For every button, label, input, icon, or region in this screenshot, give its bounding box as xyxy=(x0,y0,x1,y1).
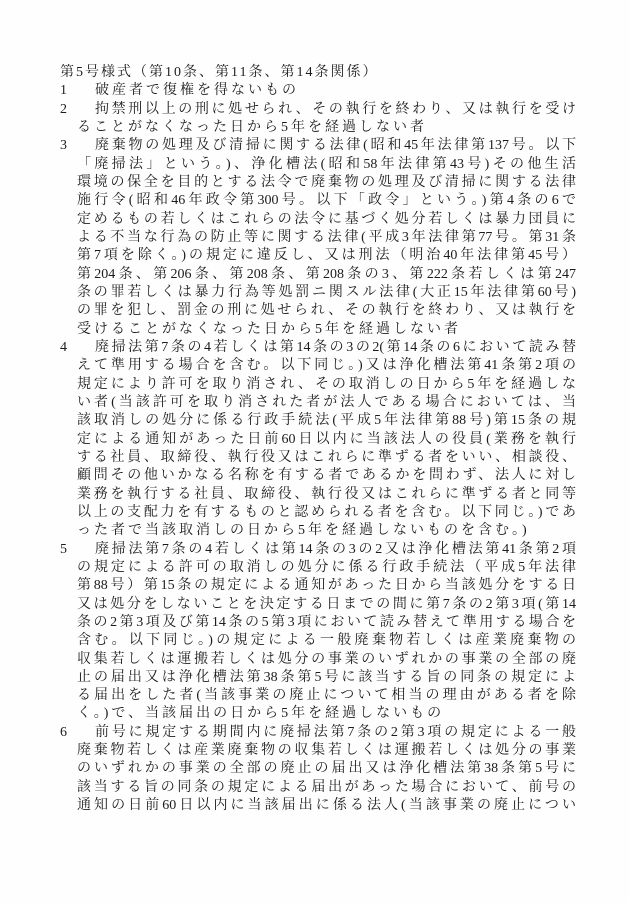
document-line: のいずれかの事業の全部の廃止の届出又は浄化槽法第38条第5号に xyxy=(77,761,576,777)
document-line xyxy=(60,82,576,100)
document-line: く。)で、当該届出の日から5年を経過しないもの xyxy=(77,706,445,722)
document-line: 収集若しくは運搬若しくは処分の事業のいずれかの事業の全部の廃 xyxy=(77,651,576,667)
document-line: 止の届出又は浄化槽法第38条第5号に該当する旨の同条の規定によ xyxy=(77,669,576,685)
document-line: 以上の支配力を有するものと認められる者を含む。以下同じ。)であ xyxy=(77,504,576,520)
document-line: 含む。以下同じ。)の規定による一般廃棄物若しくは産業廃棄物の xyxy=(77,633,576,649)
line-text: 拘禁刑以上の刑に処せられ、その執行を終わり、又は執行を受け xyxy=(95,101,576,117)
document-line xyxy=(60,724,576,742)
item-number: 6 xyxy=(60,724,67,740)
document-line: 受けることがなくなった日から5年を経過しない者 xyxy=(77,321,461,337)
document-line: 該取消しの処分に係る行政手続法(平成5年法律第88号)第15条の規 xyxy=(77,413,576,429)
line-text: 破産者で復権を得ないもの xyxy=(95,83,299,99)
document-line: 第204条、第206条、第208条、第208条の3、第222条若しくは第247 xyxy=(77,266,576,282)
document-title: 第5号様式（第10条、第11条、第14条関係） xyxy=(60,65,379,80)
document-line: 該当する旨の同条の規定による届出があった場合において、前号の xyxy=(77,779,576,795)
item-number: 3 xyxy=(60,138,67,154)
document-line: 定による通知があった日前60日以内に当該法人の役員(業務を執行 xyxy=(77,431,576,447)
document-line: えて準用する場合を含む。以下同じ。)又は浄化槽法第41条第2項の xyxy=(77,358,576,374)
document-line: の規定による許可の取消しの処分に係る行政手続法（平成5年法律 xyxy=(77,559,576,575)
document-line: 規定により許可を取り消され、その取消しの日から5年を経過しな xyxy=(77,376,576,392)
document-line xyxy=(60,541,576,559)
document-line: 第7項を除く。)の規定に違反し、又は刑法（明治40年法律第45号） xyxy=(77,248,576,264)
document-line: る届出をした者(当該事業の廃止について相当の理由がある者を除 xyxy=(77,688,576,704)
document-line: 定めるもの若しくはこれらの法令に基づく処分若しくは暴力団員に xyxy=(77,211,576,227)
document-line: 第88号）第15条の規定による通知があった日から当該処分をする日 xyxy=(77,578,576,594)
line-text: 廃棄物の処理及び清掃に関する法律(昭和45年法律第137号。以下 xyxy=(95,138,576,154)
document-line: の罪を犯し、罰金の刑に処せられ、その執行を終わり、又は執行を xyxy=(77,303,576,319)
document-line xyxy=(60,339,576,357)
document-line: 環境の保全を目的とする法令で廃棄物の処理及び清掃に関する法律 xyxy=(77,174,576,190)
line-text: 前号に規定する期間内に廃掃法第7条の2第3項の規定による一般 xyxy=(95,724,576,740)
document-line: 顧問その他いかなる名称を有する者であるかを問わず、法人に対し xyxy=(77,468,576,484)
document-line: よる不当な行為の防止等に関する法律(平成3年法律第77号。第31条 xyxy=(77,229,576,245)
document-line: ることがなくなった日から5年を経過しない者 xyxy=(77,119,427,135)
document-line: 条の罪若しくは暴力行為等処罰ニ関スル法律(大正15年法律第60号) xyxy=(77,284,576,300)
document-body xyxy=(60,64,576,815)
document-line: 又は処分をしないことを決定する日までの間に第7条の2第3項(第14 xyxy=(77,596,576,612)
document-line: 施行令(昭和46年政令第300号。以下「政令」という。)第4条の6で xyxy=(77,193,576,209)
item-number: 4 xyxy=(60,339,67,355)
document-line: 業務を執行する社員、取締役、執行役又はこれらに準ずる者と同等 xyxy=(77,486,576,502)
document-line: 条の2第3項及び第14条の5第3項において読み替えて準用する場合を xyxy=(77,614,576,630)
document-line: った者で当該取消しの日から5年を経過しないものを含む。) xyxy=(77,523,530,539)
item-number: 1 xyxy=(60,83,67,99)
document-line: 「廃掃法」という。)、浄化槽法(昭和58年法律第43号)その他生活 xyxy=(77,156,576,172)
document-line xyxy=(60,101,576,119)
document-line: 通知の日前60日以内に当該届出に係る法人(当該事業の廃止につい xyxy=(77,798,576,814)
line-text: 廃掃法第7条の4若しくは第14条の3の2(第14条の6において読み替 xyxy=(95,339,576,355)
document-line: 廃棄物若しくは産業廃棄物の収集若しくは運搬若しくは処分の事業 xyxy=(77,743,576,759)
document-line xyxy=(60,137,576,155)
item-number: 5 xyxy=(60,541,67,557)
document-line: する社員、取締役、執行役又はこれらに準ずる者をいい、相談役、 xyxy=(77,449,576,465)
item-number: 2 xyxy=(60,101,67,117)
line-text: 廃掃法第7条の4若しくは第14条の3の2又は浄化槽法第41条第2項 xyxy=(95,541,576,557)
document-line: い者(当該許可を取り消された者が法人である場合においては、当 xyxy=(77,394,576,410)
